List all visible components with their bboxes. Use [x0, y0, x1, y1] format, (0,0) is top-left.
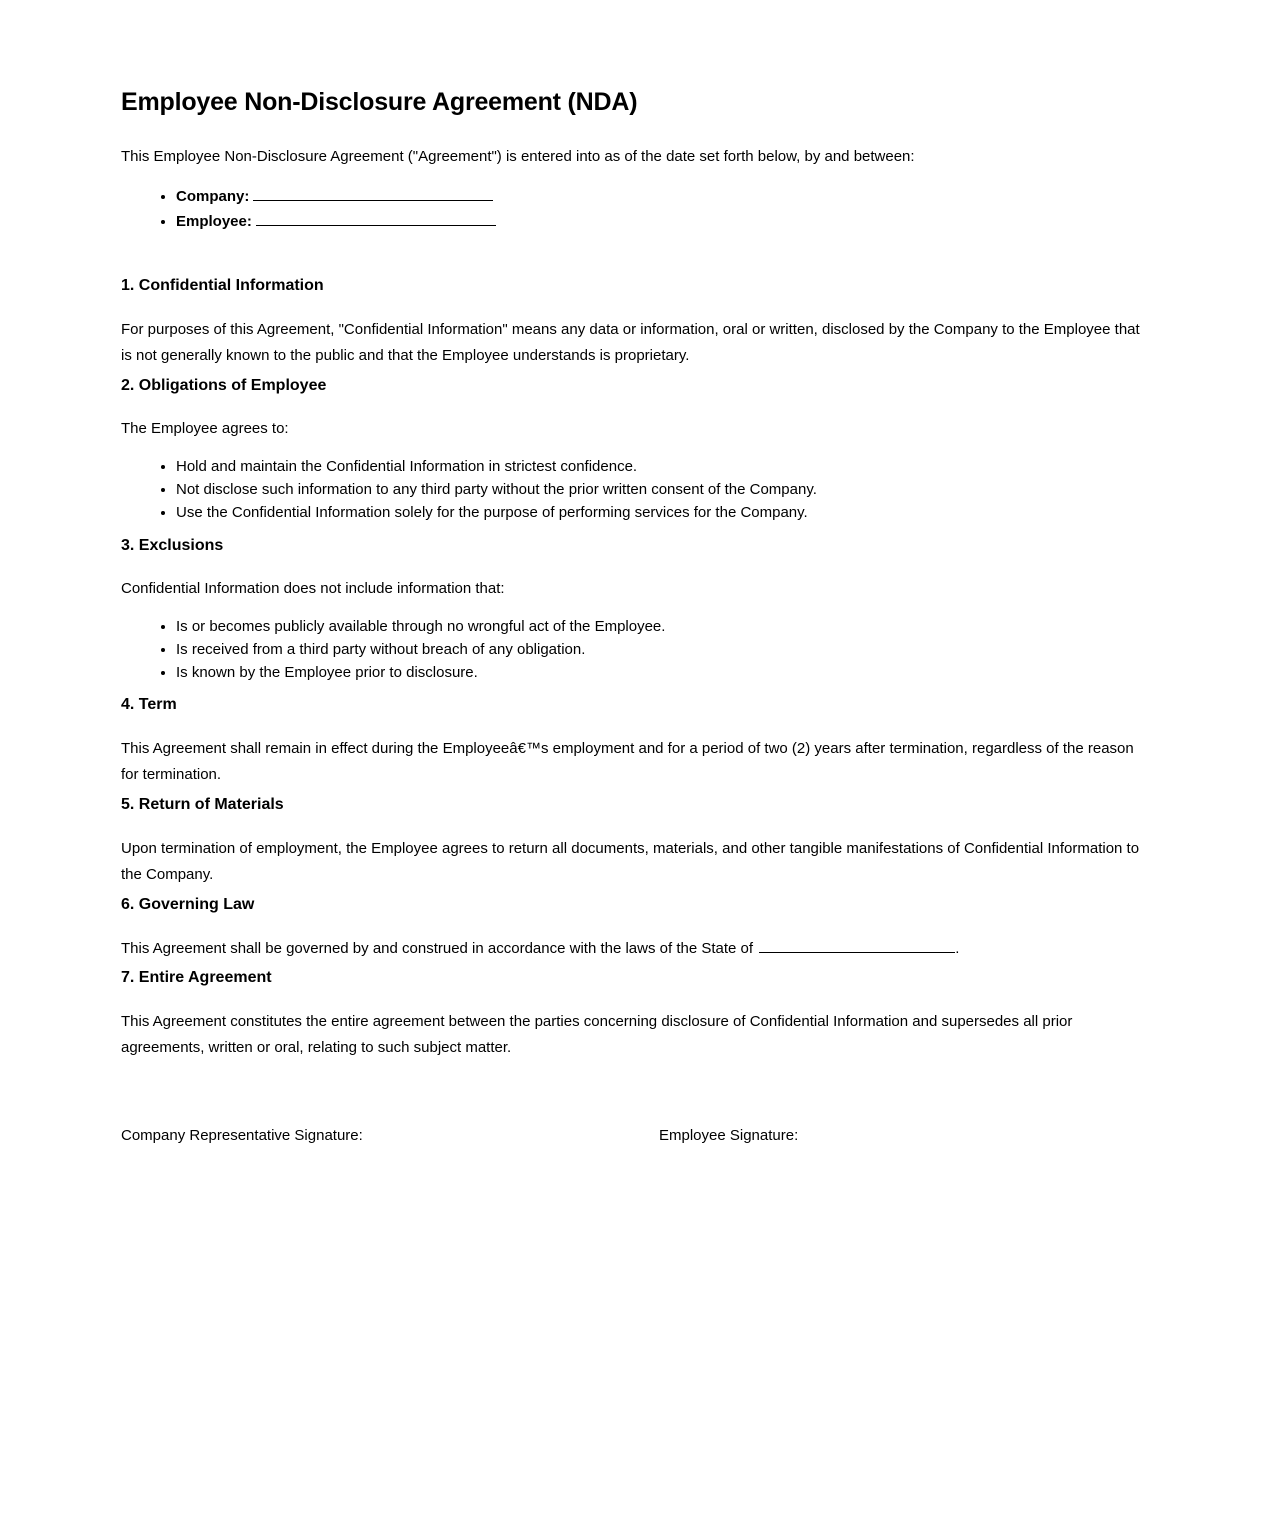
list-item-employee: [176, 211, 1143, 234]
list-item-company: [176, 186, 1143, 209]
employee-fill-in-blank[interactable]: [256, 212, 496, 226]
party-list: [121, 186, 1143, 233]
section-obligations-of-employee: [121, 377, 1143, 525]
company-fill-in-blank[interactable]: [253, 187, 493, 201]
section-heading-6: 6. Governing Law: [121, 895, 255, 913]
section-heading-3: 3. Exclusions: [121, 536, 224, 554]
list-item: • Hold and maintain the Confidential Information in strictest confidence.: [176, 455, 1143, 478]
section-exclusions: [121, 537, 1143, 685]
section-heading-1: 1. Confidential Information: [121, 277, 324, 295]
state-fill-in-blank[interactable]: [759, 939, 955, 953]
section-heading-2: 2. Obligations of Employee: [121, 376, 327, 394]
section-paragraph-1: For purposes of this Agreement, "Confidential Information" means any data or information, oral or written, disclosed by the Company to the Employee that is not generally known to the public and that the Employee understands is proprietary.: [121, 321, 1140, 365]
company-label: Company:: [176, 188, 250, 206]
section-paragraph-5: Upon termination of employment, the Employee agrees to return all documents, materials, and other tangible manifestations of Confidential Information to the Company.: [121, 839, 1140, 883]
section-heading-4: 4. Term: [121, 696, 177, 714]
section-lead-in-2: The Employee agrees to:: [121, 419, 289, 437]
obligations-list: [121, 455, 1143, 525]
section-governing-law: [121, 896, 1143, 962]
list-item: • Is received from a third party without breach of any obligation.: [176, 638, 1143, 661]
section-paragraph-6: [121, 936, 1143, 962]
section-return-of-materials: [121, 796, 1143, 888]
section-heading-7: 7. Entire Agreement: [121, 969, 272, 987]
signature-row: [121, 1127, 1143, 1144]
section-confidential-information: [121, 277, 1143, 369]
list-item: • Not disclose such information to any third party without the prior written consent of the Company.: [176, 478, 1143, 501]
employee-label: Employee:: [176, 212, 252, 230]
list-item: • Is or becomes publicly available through no wrongful act of the Employee.: [176, 615, 1143, 638]
section-paragraph-7: This Agreement constitutes the entire agreement between the parties concerning disclosure of Confidential Information and supersedes all prior agreements, written or oral, relating to such subject matter.: [121, 1013, 1073, 1057]
section-lead-in-3: Confidential Information does not include information that:: [121, 579, 505, 597]
employee-signature-label: Employee Signature:: [659, 1126, 799, 1144]
list-item: • Is known by the Employee prior to disclosure.: [176, 661, 1143, 684]
page-title: Employee Non-Disclosure Agreement (NDA): [121, 88, 638, 116]
governing-law-text-before: This Agreement shall be governed by and construed in accordance with the laws of the State of: [121, 939, 754, 957]
governing-law-text-after: .: [955, 939, 960, 957]
list-item: • Use the Confidential Information solely for the purpose of performing services for the Company.: [176, 501, 1143, 524]
section-entire-agreement: [121, 969, 1143, 1061]
section-heading-5: 5. Return of Materials: [121, 795, 284, 813]
section-term: [121, 696, 1143, 788]
exclusions-list: [121, 615, 1143, 685]
section-paragraph-4: This Agreement shall remain in effect during the Employeeâ€™s employment and for a period of two (2) years after termination, regardless of the reason for termination.: [121, 740, 1134, 784]
company-signature-label: Company Representative Signature:: [121, 1126, 363, 1144]
intro-paragraph: This Employee Non-Disclosure Agreement ("Agreement") is entered into as of the date set forth below, by and between:: [121, 148, 915, 165]
